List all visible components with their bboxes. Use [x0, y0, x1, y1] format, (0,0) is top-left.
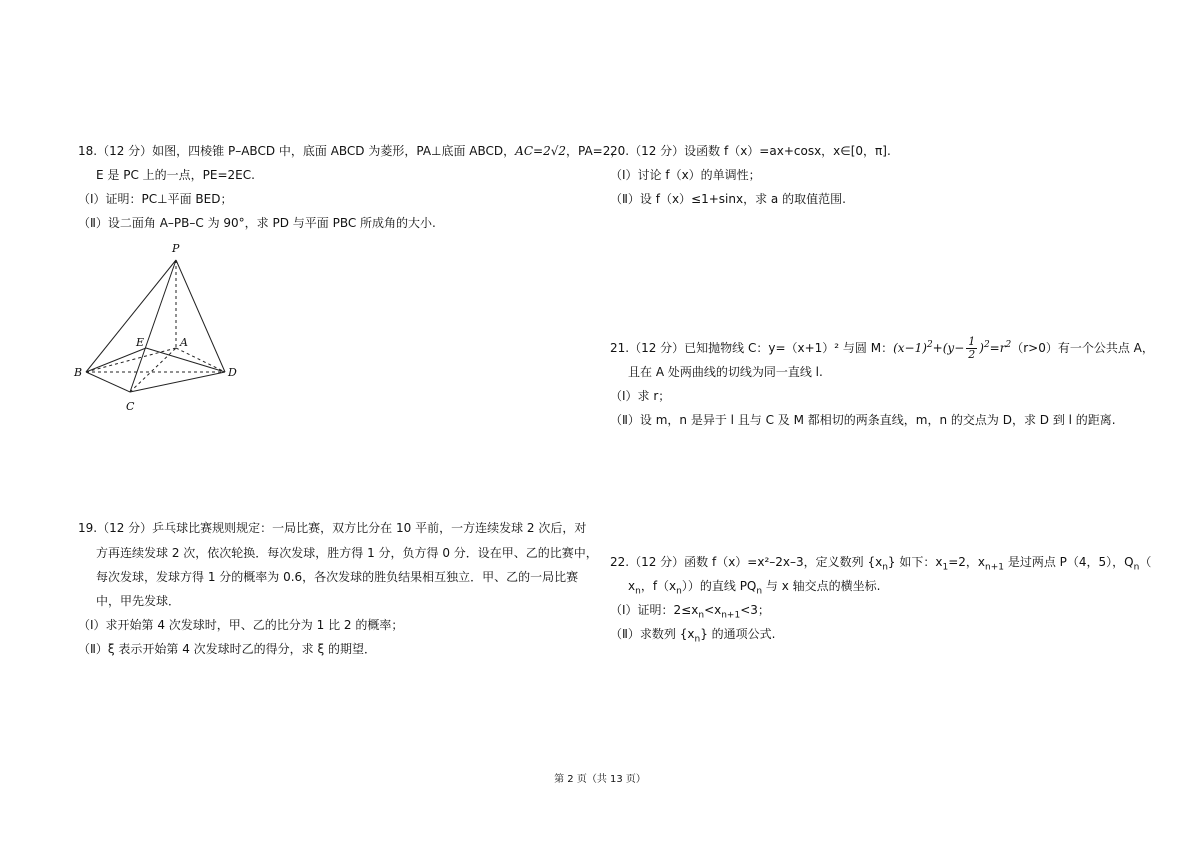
edge-CA	[130, 348, 176, 392]
label-A: A	[180, 336, 188, 349]
q20-part-2: （Ⅱ）设 f（x）≤1+sinx，求 a 的取值范围.	[610, 192, 846, 206]
edge-PB	[86, 260, 176, 372]
edge-CD	[130, 372, 225, 392]
q21-part-2: （Ⅱ）设 m，n 是异于 l 且与 C 及 M 都相切的两条直线，m，n 的交点为 D，求 D 到 l 的距离.	[610, 413, 1116, 427]
label-B: B	[74, 366, 83, 379]
q19-part-2: （Ⅱ）ξ 表示开始第 4 次发球时乙的得分，求 ξ 的期望．	[78, 642, 376, 656]
q18-line-1: 18.（12 分）如图，四棱锥 P–ABCD 中，底面 ABCD 为菱形，PA⊥底面 ABCD，AC=2√2，PA=2，	[78, 144, 623, 158]
edge-PD	[176, 260, 225, 372]
q21-line-2: 且在 A 处两曲线的切线为同一直线 l.	[628, 365, 823, 379]
q22-part-2: （Ⅱ）求数列 $\{x_n\}$ 的通项公式.	[610, 627, 776, 645]
q18-part-1: （Ⅰ）证明：PC⊥平面 BED；	[78, 192, 233, 206]
q20-part-1: （Ⅰ）讨论 f（x）的单调性；	[610, 168, 761, 182]
q20-line-1: 20.（12 分）设函数 f（x）=ax+cosx，x∈[0，π].	[610, 144, 891, 158]
label-E: E	[136, 336, 145, 349]
q19-line-2: 方再连续发球 2 次，依次轮换．每次发球，胜方得 1 分，负方得 0 分．设在甲、乙的比赛中，	[96, 546, 598, 560]
pyramid-figure	[68, 240, 268, 420]
q19-line-1: 19.（12 分）乒乓球比赛规则规定：一局比赛，双方比分在 10 平前，一方连续发球 2 次后，对	[78, 521, 587, 535]
q22-part-1: （Ⅰ）证明：$2\le x_n<x_{n+1}<3$；	[610, 603, 770, 621]
label-C: C	[126, 400, 135, 413]
circle-equation: $(x-1)^2+(y-$ $\frac{1}{2}$ )$^2=r^2$	[893, 335, 1012, 361]
q18-ac-value: AC=2√2	[515, 144, 566, 158]
q21-line-1: 21.（12 分）已知抛物线 C：y=（x+1）² 与圆 M：$(x-1)^2+(y-$ $\frac{1}{2}$ )$^2=r^2(r>0)$有一个公共点 A，	[610, 335, 1154, 361]
edge-BE	[86, 348, 146, 372]
edge-BA	[86, 348, 176, 372]
label-P: P	[172, 242, 180, 255]
fraction-one-half: $\frac{1}{2}$	[968, 335, 976, 361]
edge-ED	[146, 348, 225, 372]
q22-line-2: $x_n$，$f(x_n)$）的直线 $PQ_n$ 与 x 轴交点的横坐标.	[628, 579, 881, 597]
page-footer: 第 2 页（共 13 页）	[554, 774, 646, 785]
edge-BC	[86, 372, 130, 392]
q22-line-1: 22.（12 分）函数 f（x）=x²–2x–3，定义数列 $\{x_n\}$ 如下：$x_1=2$，$x_{n+1}$ 是过两点 P（4，5），$Q_n$（	[610, 555, 1152, 573]
q18-part-2: （Ⅱ）设二面角 A–PB–C 为 90°，求 PD 与平面 PBC 所成角的大小.	[78, 216, 436, 230]
q18-line-2: E 是 PC 上的一点，PE=2EC.	[96, 168, 255, 182]
label-D: D	[228, 366, 237, 379]
q19-line-4: 中，甲先发球．	[96, 594, 181, 608]
q19-part-1: （Ⅰ）求开始第 4 次发球时，甲、乙的比分为 1 比 2 的概率；	[78, 618, 404, 632]
edge-AD	[176, 348, 225, 372]
q21-part-1: （Ⅰ）求 r；	[610, 389, 671, 403]
q19-line-3: 每次发球，发球方得 1 分的概率为 0.6，各次发球的胜负结果相互独立．甲、乙的一局比赛	[96, 570, 579, 584]
